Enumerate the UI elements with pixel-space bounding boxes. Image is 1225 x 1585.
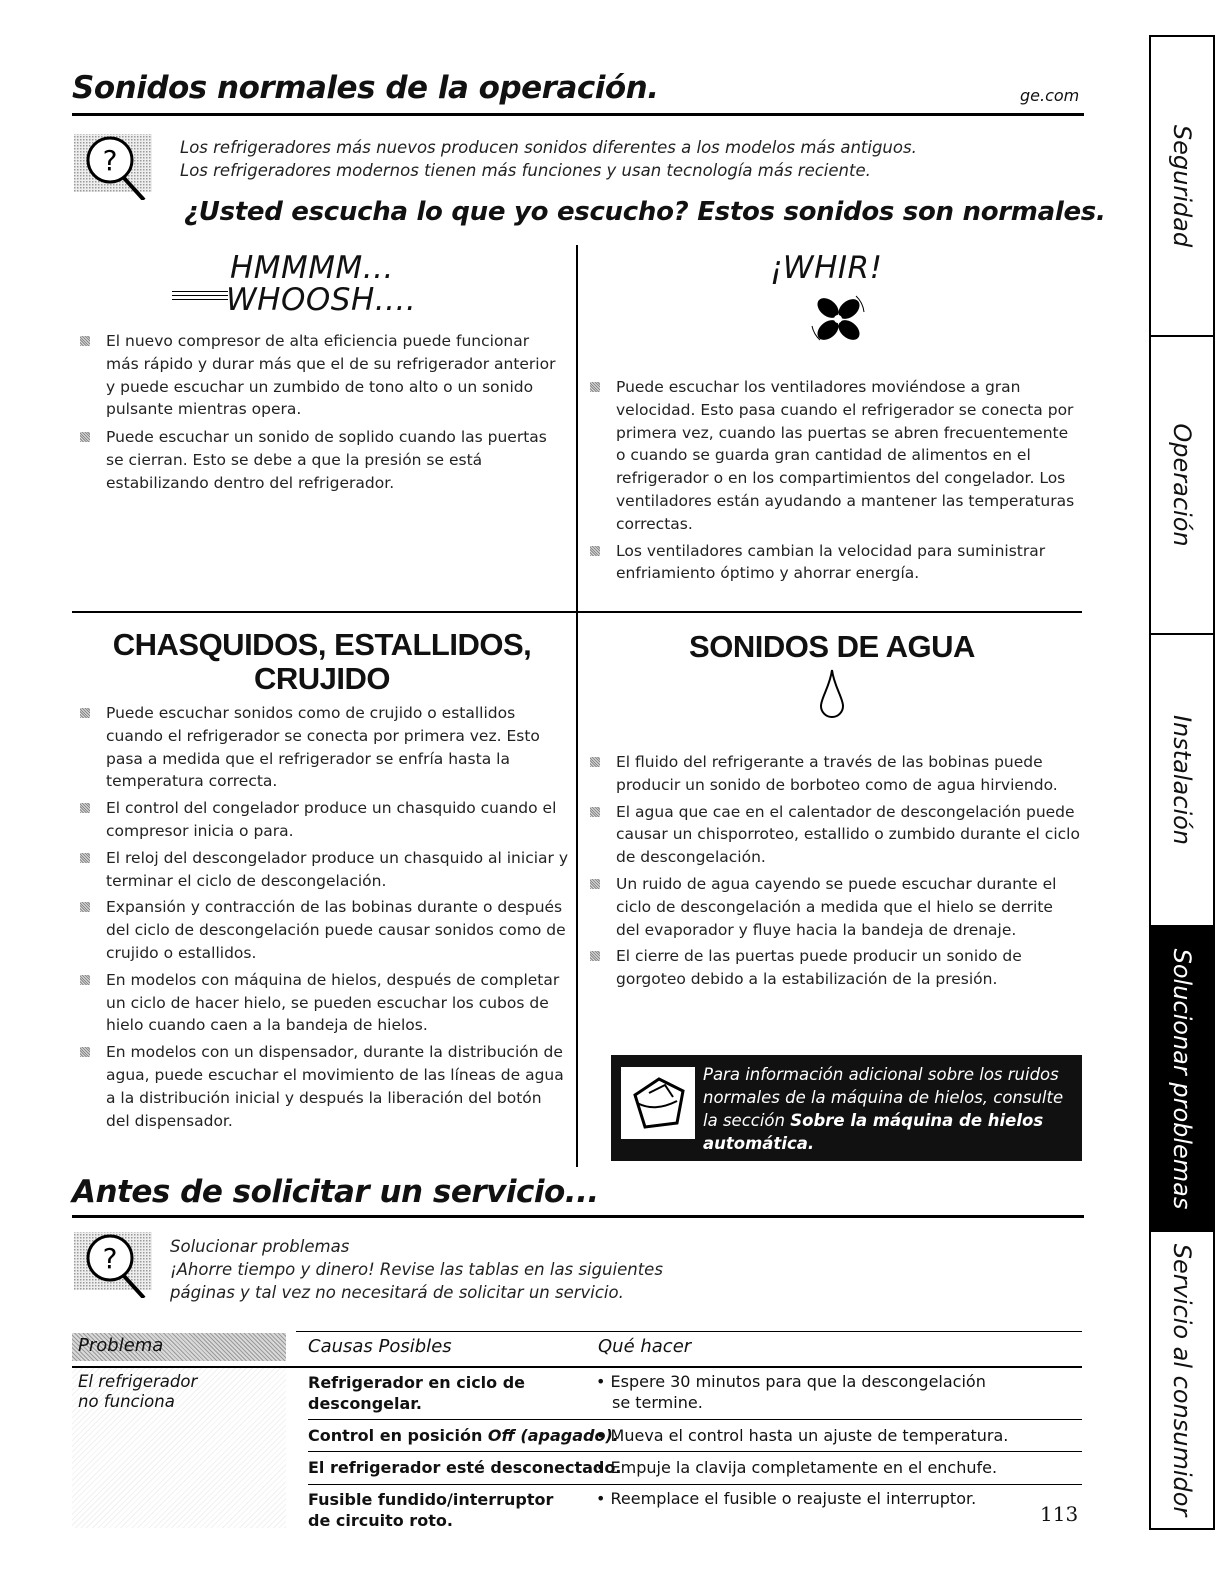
- tab-operacion[interactable]: Operación: [1149, 335, 1215, 635]
- water-list: [584, 751, 1080, 995]
- causes-header: Causas Posibles: [308, 1336, 452, 1357]
- problem-header: Problema: [78, 1335, 164, 1356]
- section-divider: [72, 611, 1082, 613]
- bullet-icon: [80, 1047, 90, 1057]
- list-item: El control del congelador produce un chasquido cuando el compresor inicia o para.: [74, 797, 568, 843]
- list-item: El reloj del descongelador produce un chasquido al iniciar y terminar el ciclo de descongelación.: [74, 847, 568, 893]
- list-item: Puede escuchar un sonido de soplido cuando las puertas se cierran. Esto se debe a que la presión se está estabilizando dentro del refrigerador.: [74, 426, 564, 494]
- table-top-rule: [296, 1331, 1082, 1332]
- bullet-icon: [590, 807, 600, 817]
- water-drop-icon: [818, 668, 846, 720]
- title-rule: [72, 113, 1084, 116]
- list-item: Expansión y contracción de las bobinas durante o después del ciclo de descongelación puede causar sonidos como de crujido o estallidos.: [74, 896, 568, 964]
- question-magnifier-icon: [74, 1228, 152, 1298]
- list-item: Puede escuchar los ventiladores moviéndose a gran velocidad. Esto pasa cuando el refrigerador se conecta por primera vez, cuando las puertas se abren frecuentemente o cuando se guarda gran cantidad de alimentos en el refrigerador o en los compartimientos del congelador. Los ventiladores están ayudando a mantener las temperaturas correctas.: [584, 376, 1080, 536]
- intro-headline: ¿Usted escucha lo que yo escucho? Estos sonidos son normales.: [184, 197, 1106, 227]
- tab-servicio-al-consumidor[interactable]: Servicio al consumidor: [1149, 1230, 1215, 1530]
- service-rule: [72, 1215, 1084, 1218]
- fan-icon: [806, 290, 870, 348]
- list-item: El fluido del refrigerante a través de las bobinas puede producir un sonido de borboteo como de agua hirviendo.: [584, 751, 1080, 797]
- hmmm-list: [74, 330, 564, 499]
- intro-line-1: Los refrigeradores más nuevos producen sonidos diferentes a los modelos más antiguos.: [180, 138, 917, 157]
- bullet-icon: [590, 382, 600, 392]
- row-rule: [308, 1484, 1082, 1485]
- list-item: El nuevo compresor de alta eficiencia puede funcionar más rápido y durar más que el de su refrigerador anterior y puede escuchar un zumbido de tono alto o un sonido pulsante mientras opera.: [74, 330, 564, 421]
- row-rule: [308, 1419, 1082, 1420]
- list-item: El cierre de las puertas puede producir un sonido de gorgoteo debido a la estabilización de la presión.: [584, 945, 1080, 991]
- bullet-icon: [590, 757, 600, 767]
- list-item: Puede escuchar sonidos como de crujido o estallidos cuando el refrigerador se conecta por primera vez. Esto pasa a medida que el refrigerador se enfría hasta la temperatura correcta.: [74, 702, 568, 793]
- tab-instalacion[interactable]: Instalación: [1149, 633, 1215, 927]
- page-number: 113: [1040, 1502, 1079, 1526]
- bullet-icon: [590, 546, 600, 556]
- list-item: Los ventiladores cambian la velocidad para suministrar enfriamiento óptimo y ahorrar energía.: [584, 540, 1080, 586]
- bullet-icon: [80, 803, 90, 813]
- whoosh-lines: [172, 290, 228, 300]
- bullet-icon: [80, 853, 90, 863]
- bullet-icon: [80, 336, 90, 346]
- bullet-icon: [80, 975, 90, 985]
- bullet-icon: [590, 879, 600, 889]
- bullet-icon: [590, 951, 600, 961]
- service-line-2: ¡Ahorre tiempo y dinero! Revise las tablas en las siguientes: [170, 1260, 663, 1279]
- service-title: Antes de solicitar un servicio...: [72, 1174, 599, 1210]
- page-title: Sonidos normales de la operación.: [72, 70, 659, 106]
- list-item: El agua que cae en el calentador de descongelación puede causar un chisporroteo, estallido o zumbido durante el ciclo de descongelación.: [584, 801, 1080, 869]
- whoosh-title: WHOOSH....: [226, 282, 417, 318]
- icemaker-note-box: [611, 1055, 1082, 1161]
- water-title: SONIDOS DE AGUA: [689, 629, 975, 664]
- ice-bin-icon: [619, 1065, 697, 1141]
- tab-solucionar-problemas[interactable]: Solucionar problemas: [1149, 925, 1215, 1232]
- icemaker-note-text: Para información adicional sobre los ruidos normales de la máquina de hielos, consulte la sección Sobre la máquina de hielos automática.: [703, 1065, 1064, 1153]
- hmmm-title: HMMMM...: [230, 250, 394, 286]
- clicks-title-2: CRUJIDO: [253, 661, 390, 696]
- bullet-icon: [80, 902, 90, 912]
- site-label: ge.com: [1020, 86, 1080, 105]
- list-item: En modelos con un dispensador, durante la distribución de agua, puede escuchar el movimiento de las líneas de agua a la distribución inicial y después la liberación del botón del dispensador.: [74, 1041, 568, 1132]
- service-line-1: Solucionar problemas: [170, 1237, 350, 1256]
- clicks-list: [74, 702, 568, 1136]
- problem-header-cell: [72, 1333, 286, 1361]
- column-divider: [576, 245, 578, 1167]
- whir-title: ¡WHIR!: [770, 250, 883, 286]
- list-item: En modelos con máquina de hielos, después de completar un ciclo de hacer hielo, se pueden escuchar los cubos de hielo cuando caen a la bandeja de hielos.: [74, 969, 568, 1037]
- question-magnifier-icon: [74, 130, 152, 200]
- row-rule: [308, 1451, 1082, 1452]
- list-item: Un ruido de agua cayendo se puede escuchar durante el ciclo de descongelación a medida que el hielo se derrite del evaporador y fluye hacia la bandeja de drenaje.: [584, 873, 1080, 941]
- svg-text:?: ?: [102, 1242, 118, 1275]
- service-line-3: páginas y tal vez no necesitará de solicitar un servicio.: [170, 1283, 624, 1302]
- tab-seguridad[interactable]: Seguridad: [1149, 35, 1215, 337]
- problem-text: El refrigerador no funciona: [78, 1372, 198, 1411]
- clicks-title-1: CHASQUIDOS, ESTALLIDOS,: [112, 627, 532, 662]
- problem-cell: [72, 1368, 286, 1528]
- fix-header: Qué hacer: [598, 1336, 692, 1357]
- bullet-icon: [80, 708, 90, 718]
- intro-line-2: Los refrigeradores modernos tienen más funciones y usan tecnología más reciente.: [180, 161, 871, 180]
- bullet-icon: [80, 432, 90, 442]
- svg-text:?: ?: [102, 144, 118, 177]
- whir-list: [584, 376, 1080, 589]
